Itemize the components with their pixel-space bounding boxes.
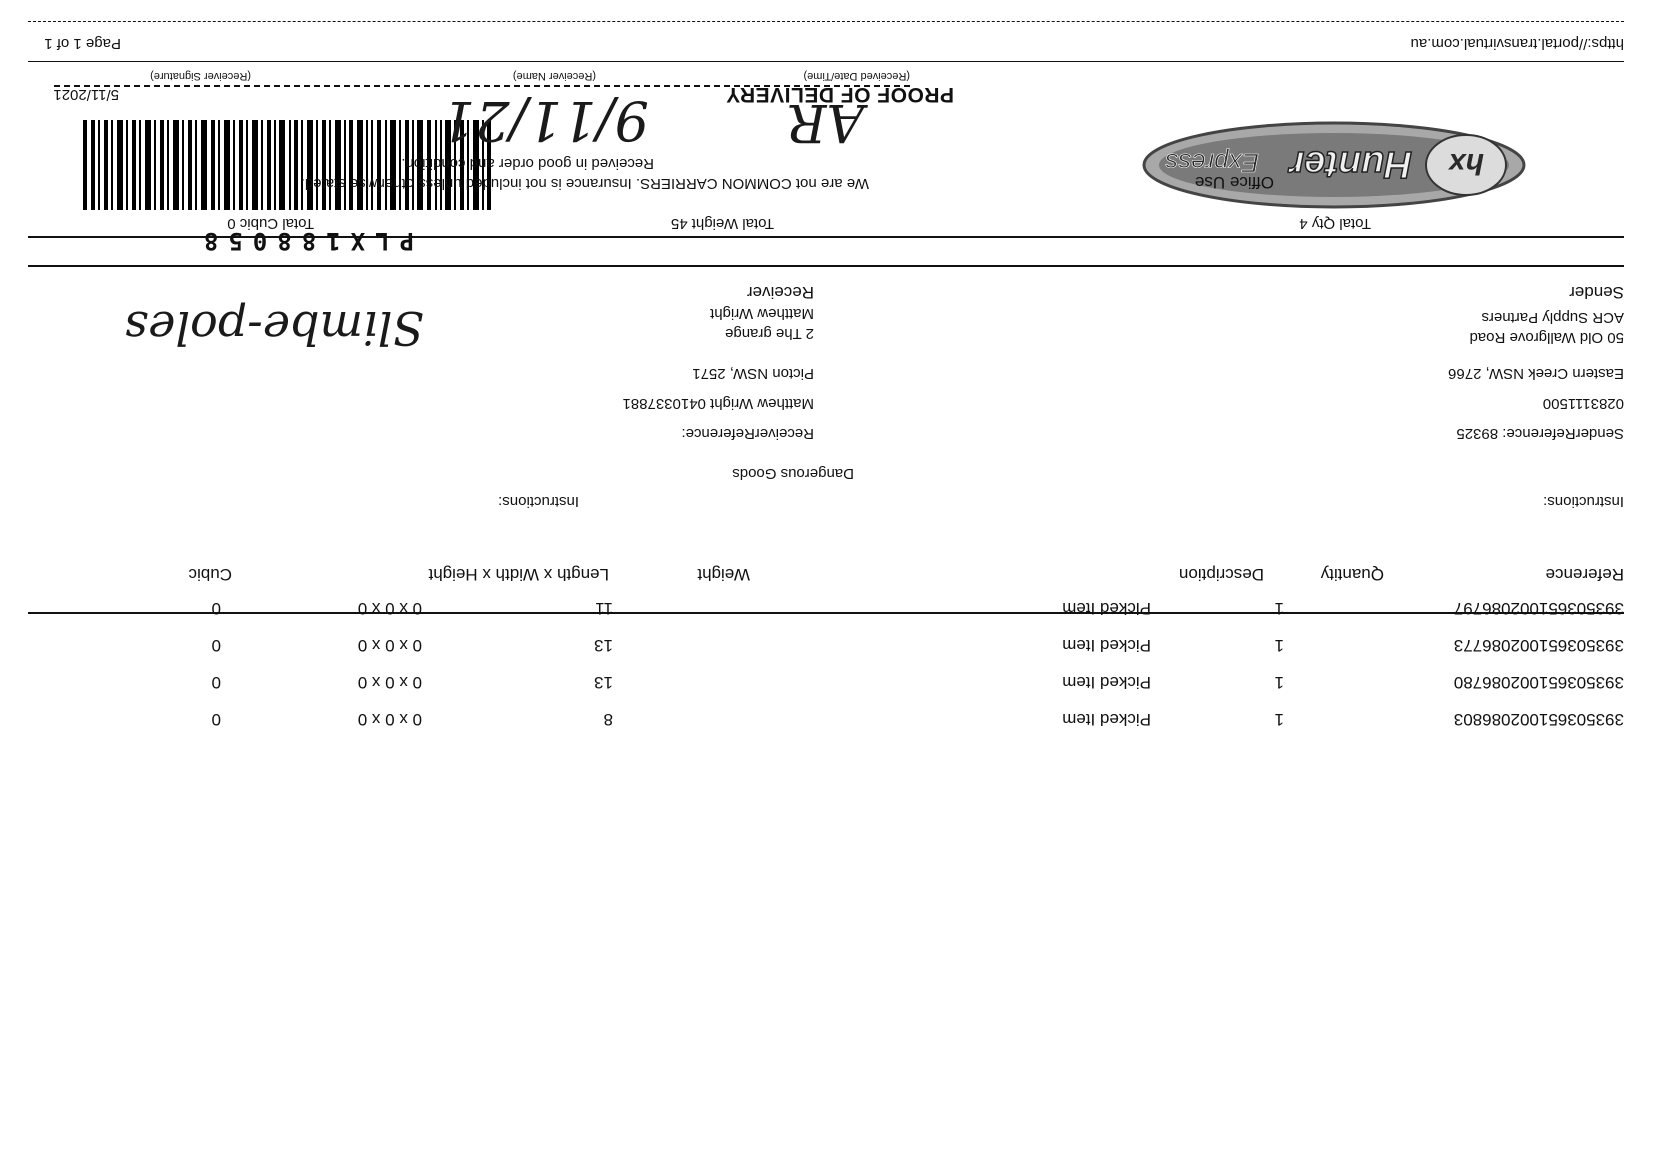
table-header-divider [28, 612, 1624, 614]
document-title: PROOF OF DELIVERY [725, 83, 954, 106]
cell-quantity: 1 [1274, 636, 1284, 655]
received-datetime-label: (Received Date/Time) [803, 70, 910, 82]
total-qty: Total Qty 4 [1299, 215, 1371, 232]
cell-description: Picked Item [1062, 636, 1151, 655]
cell-weight: 11 [595, 599, 613, 618]
receiver-line: Matthew Wright 0410337881 [622, 395, 814, 412]
office-use-label: Office Use [1194, 173, 1274, 192]
document-date: 5/11/2021 [53, 86, 119, 103]
cell-reference: 393503651002086773 [1453, 636, 1624, 655]
consignment-number: PLX188058 [193, 227, 414, 255]
receiver-reference: ReceiverReference: [681, 425, 814, 442]
cell-weight: 8 [603, 710, 613, 729]
column-header-reference: Reference [1545, 565, 1624, 584]
total-weight: Total Weight 45 [670, 215, 774, 232]
column-header-cubic: Cubic [188, 565, 232, 584]
svg-text:hx: hx [1448, 147, 1484, 180]
cell-weight: 13 [594, 673, 613, 692]
sender-line: 50 Old Wallgrove Road [1469, 329, 1624, 346]
receiver-line: 2 The grange [725, 325, 814, 342]
column-header-dimensions: Length x Width x Height [428, 565, 609, 584]
column-header-quantity: Quantity [1320, 565, 1384, 584]
cell-reference: 393503651002086797 [1453, 599, 1624, 618]
cell-quantity: 1 [1274, 673, 1284, 692]
cell-description: Picked Item [1062, 599, 1151, 618]
totals-divider [28, 236, 1624, 238]
condition-notice: Received in good order and condition. [401, 155, 654, 172]
svg-text:Express: Express [1165, 148, 1259, 178]
signature-line [54, 85, 910, 87]
cell-weight: 13 [594, 636, 613, 655]
sender-line: Eastern Creek NSW, 2766 [1448, 365, 1624, 382]
cell-reference: 393503651002086803 [1453, 710, 1624, 729]
footer-divider [28, 61, 1624, 62]
handwritten-initials: AR [787, 92, 864, 152]
cell-cubic: 0 [211, 710, 221, 729]
carriers-notice: We are not COMMON CARRIERS. Insurance is not included unless otherwise stated. [300, 175, 869, 192]
sender-reference: SenderReference: 89325 [1456, 425, 1624, 442]
cell-cubic: 0 [211, 636, 221, 655]
cell-description: Picked Item [1062, 673, 1151, 692]
sender-line: ACR Supply Partners [1481, 309, 1624, 326]
svg-text:Hunter: Hunter [1289, 143, 1412, 185]
portal-url: https://portal.transvirtual.com.au [1410, 35, 1624, 52]
receiver-instructions-label: Instructions: [498, 493, 579, 510]
receiver-name-label: (Receiver Name) [512, 70, 596, 82]
column-header-description: Description [1178, 565, 1264, 584]
receiver-line: Picton NSW, 2571 [692, 365, 814, 382]
receiver-line: Matthew Wright [710, 305, 814, 322]
cell-dimensions: 0 x 0 x 0 [357, 710, 422, 729]
handwritten-date: 9/11/21 [440, 89, 649, 152]
cell-reference: 393503651002086780 [1453, 673, 1624, 692]
cell-dimensions: 0 x 0 x 0 [357, 636, 422, 655]
cell-quantity: 1 [1274, 599, 1284, 618]
dangerous-goods-label: Dangerous Goods [732, 465, 854, 482]
cell-dimensions: 0 x 0 x 0 [357, 673, 422, 692]
column-header-weight: Weight [697, 565, 750, 584]
receiver-heading: Receiver [746, 283, 814, 302]
cell-quantity: 1 [1274, 710, 1284, 729]
receiver-signature-label: (Receiver Signature) [150, 70, 251, 82]
sender-heading: Sender [1569, 283, 1624, 302]
handwritten-note: Slimbe-poles [124, 301, 424, 355]
page-edge-line [28, 21, 1624, 22]
hunter-express-logo [1114, 120, 1534, 210]
total-cubic: Total Cubic 0 [227, 215, 314, 232]
cell-description: Picked Item [1062, 710, 1151, 729]
cell-dimensions: 0 x 0 x 0 [357, 599, 422, 618]
sender-instructions-label: Instructions: [1543, 493, 1624, 510]
page-number: Page 1 of 1 [44, 35, 121, 52]
header-divider [28, 265, 1624, 267]
cell-cubic: 0 [211, 599, 221, 618]
sender-line: 0283111500 [1542, 395, 1624, 412]
cell-cubic: 0 [211, 673, 221, 692]
